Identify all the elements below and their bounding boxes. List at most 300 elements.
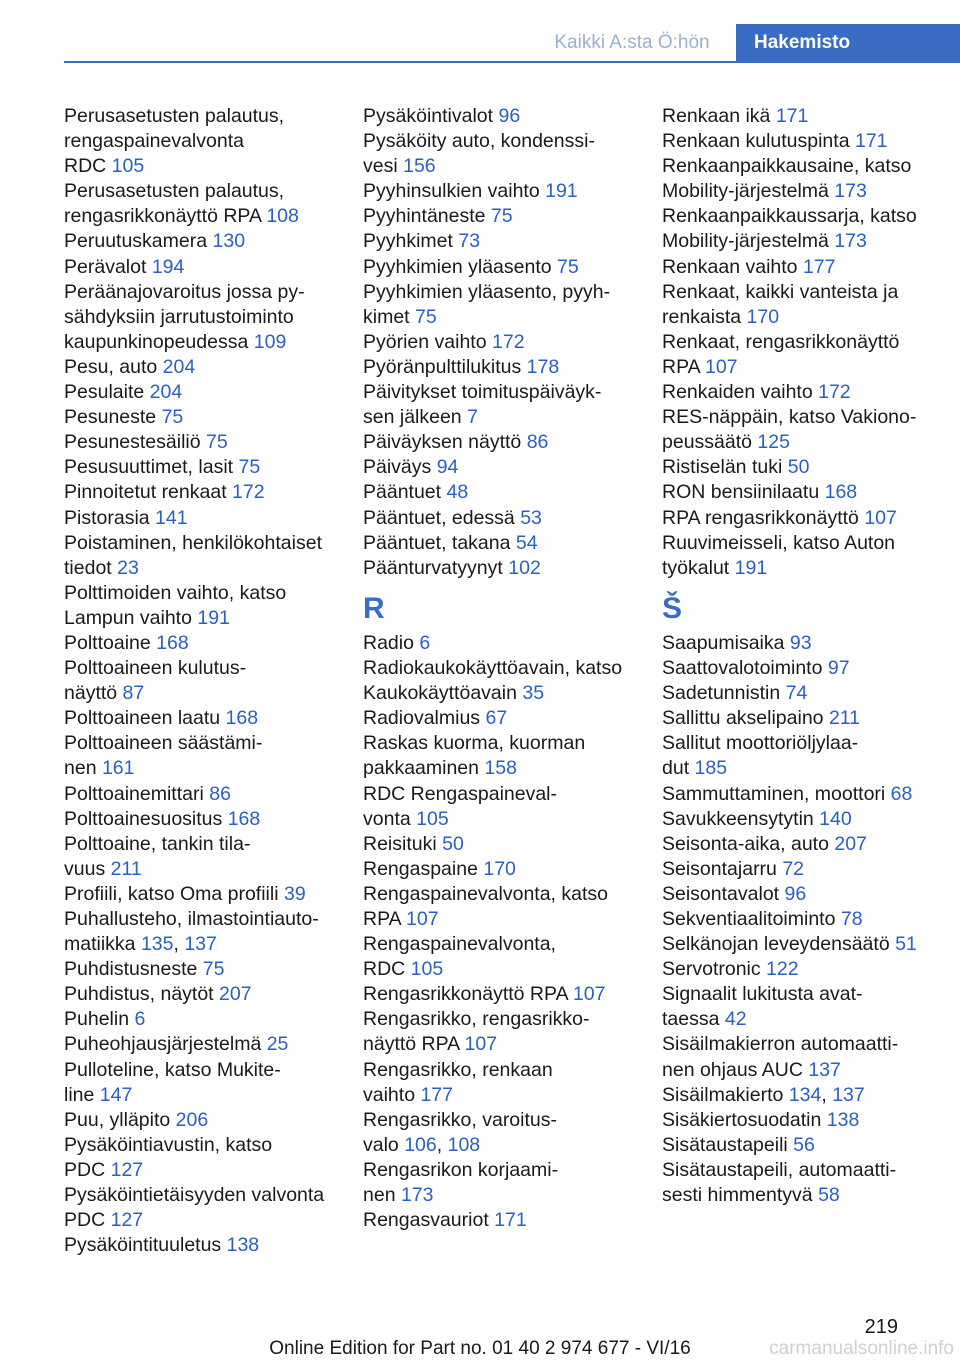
header-rule [64,61,960,63]
index-entry-text: Sammuttaminen, moottori [662,782,891,805]
index-entry-text: Seisonta-aika, auto [662,832,835,855]
page-reference-link[interactable]: 194 [151,255,185,278]
page-reference-link[interactable]: 72 [782,857,805,880]
page-reference-link[interactable]: 107 [864,506,897,529]
page-reference-link[interactable]: 191 [545,180,578,203]
index-entry [363,832,653,857]
index-entry [662,631,952,656]
index-letter-heading: R [363,591,385,625]
page-reference-link[interactable]: 67 [485,707,508,730]
chapter-tab[interactable]: Kaikki A:sta Ö:hön [554,32,710,53]
index-entry-text: Peruutuskamera [64,230,213,253]
index-entry-text: Seisontavalot [662,882,785,905]
index-entry [662,982,952,1032]
index-entry [363,556,653,581]
index-entry [363,330,653,355]
index-entry-text: Pääntuet, edessä [363,506,521,529]
index-entry-text: Puhallusteho, ilmastointiauto- [64,908,319,930]
index-entry-text: Kaukokäyttöavain [363,682,523,705]
index-entry-text: Perusasetusten palautus, [64,180,285,203]
index-entry [662,681,952,706]
page-reference-link[interactable]: 172 [818,381,851,404]
index-tab[interactable]: Hakemisto [736,24,960,62]
page-reference-link[interactable]: 147 [99,1083,133,1106]
index-entry [64,455,354,480]
index-entry-text: Raskas kuorma, kuorman [363,732,586,755]
index-entry-text: Puhdistusneste [64,958,203,981]
index-entry-text: työkalut [662,556,735,579]
index-entry [662,731,952,781]
page-reference-link[interactable]: 173 [400,1184,434,1207]
index-entry [363,1158,653,1208]
page-reference-link[interactable]: 109 [253,330,287,353]
index-entry-text: Pyyhinsulkien vaihto [363,180,546,203]
page-reference-link[interactable]: 108 [266,205,299,228]
index-entry-text: kaupunkinopeudessa [64,330,254,353]
page-reference-link[interactable]: 108 [447,1133,481,1156]
index-entry-text: Pistorasia [64,506,156,529]
page-reference-link[interactable]: 127 [110,1209,144,1232]
index-entry-text: Pesu, auto [64,355,163,378]
index-entry-text: Renkaan ikä [662,105,776,127]
index-entry-text: RPA [363,908,406,930]
index-entry: Sisäilmakierto 134, 137 [662,1083,865,1106]
index-entry-text: Polttoainemittari [64,782,210,805]
index-entry [662,1133,952,1158]
index-entry [363,355,653,380]
page-reference-link[interactable]: 156 [403,155,436,178]
index-entry [662,255,952,280]
page-reference-link[interactable]: 171 [494,1209,527,1232]
page-reference-link[interactable]: 96 [498,105,521,127]
index-entry [64,706,354,731]
index-entry-text: rengaspainevalvonta [64,130,244,153]
index-entry-text: Pyyhkimet [363,230,459,253]
page-reference-link[interactable]: 97 [827,657,850,680]
index-entry [64,1007,354,1032]
page-reference-link[interactable]: 107 [464,1033,498,1056]
page-number: 219 [864,1316,898,1338]
page-reference-link[interactable]: 86 [526,431,549,454]
index-entry-text: Polttoaineen kulutus- [64,657,247,680]
index-entry-text: Lampun vaihto [64,606,198,629]
index-entry-text: Polttimoiden vaihto, katso [64,581,287,604]
index-entry-text: Pulloteline, katso Mukite- [64,1058,281,1081]
index-column-3 [662,104,952,1208]
index-entry-text: vuus [64,857,111,880]
page-reference-link[interactable]: 6 [134,1008,146,1031]
index-entry-text: sen jälkeen [363,406,468,429]
index-entry [64,731,354,781]
index-entry [662,330,952,380]
index-entry [363,104,653,129]
index-entry-text: PDC [64,1209,111,1232]
page-reference-link[interactable]: 35 [522,682,545,705]
page-reference-link[interactable]: 48 [446,481,469,504]
page-reference-link[interactable]: 75 [238,456,261,479]
index-entry-text: Servotronic [662,958,767,981]
index-entry [363,1058,653,1108]
page-reference-link[interactable]: 75 [415,305,437,328]
index-letter-heading: Š [662,591,683,625]
page-reference-link[interactable]: 138 [226,1234,260,1257]
index-entry-text: Päiväys [363,456,437,479]
index-entry [662,807,952,832]
index-entry [64,1183,354,1233]
page-reference-link[interactable]: 168 [824,481,858,504]
index-entry-text: Renkaan kulutuspinta [662,130,855,153]
page-reference-link[interactable]: 206 [175,1108,209,1131]
page-reference-link[interactable]: 39 [283,882,306,905]
page-reference-link[interactable]: 42 [724,1008,747,1031]
index-entry-text: Perävalot [64,255,152,278]
index-entry-text: Radiokaukokäyttöavain, katso [363,657,623,680]
index-entry [363,229,653,254]
index-column-2 [363,104,653,1233]
index-entry-text: Puheohjausjärjestelmä [64,1033,267,1056]
page-reference-link[interactable]: 87 [122,682,145,705]
page-reference-link[interactable]: 130 [212,230,246,253]
index-entry-text: näyttö [64,682,123,705]
page-reference-link[interactable]: 141 [155,506,188,529]
index-entry-text: renkaista [662,305,747,328]
index-entry [64,506,354,531]
page-reference-link[interactable]: 75 [206,431,228,454]
page-reference-link[interactable]: 53 [520,506,542,529]
index-entry [363,656,653,706]
index-entry-text: pakkaaminen [363,757,485,780]
index-entry-text: dut [662,757,695,780]
page-reference-link[interactable]: 93 [789,631,812,654]
index-entry-text: matiikka [64,933,141,956]
index-entry-text: valo [363,1133,405,1156]
index-entry [662,882,952,907]
index-entry [363,380,653,430]
page-reference-link[interactable]: 204 [162,355,196,378]
index-entry-text: Ristiselän tuki [662,456,788,479]
index-entry-text: Mobility-järjestelmä [662,230,835,253]
index-entry [64,255,354,280]
index-entry-text: Rengaspaine [363,857,484,880]
page-reference-link[interactable]: 137 [832,1083,865,1106]
index-entry-text: Pesulaite [64,381,150,404]
index-entry-text: Pyöränpulttilukitus [363,355,527,378]
index-entry [363,1208,653,1233]
index-entry [662,280,952,330]
index-entry [662,656,952,681]
index-entry-text: Päänturvatyynyt [363,556,509,579]
index-entry [662,104,952,129]
index-entry-text: Mobility-järjestelmä [662,180,835,203]
index-entry-text: Pyyhintäneste [363,205,491,228]
index-entry [662,506,952,531]
index-entry-text: line [64,1083,100,1106]
page-reference-link[interactable]: 140 [819,807,852,830]
index-entry [64,882,354,907]
index-entry [64,480,354,505]
index-entry [363,706,653,731]
index-entry-text: Sisäilmakierron automaatti- [662,1033,899,1056]
page-reference-link[interactable]: 168 [225,707,259,730]
index-entry [363,857,653,882]
page-reference-link[interactable]: 51 [895,933,917,956]
index-entry [64,807,354,832]
page-reference-link[interactable]: 86 [209,782,231,805]
page-reference-link[interactable]: 96 [784,882,807,905]
index-entry [64,782,354,807]
index-entry-text: Renkaat, rengasrikkonäyttö [662,330,900,353]
index-entry [662,380,952,405]
index-entry-text: nen [363,1184,401,1207]
index-entry [363,129,653,179]
index-entry [662,129,952,154]
index-entry-text: RDC [363,958,411,981]
index-entry-text: nen ohjaus AUC [662,1058,809,1081]
index-entry-text: Sisäkiertosuodatin [662,1108,827,1131]
index-entry-text: Pääntuet, takana [363,531,516,554]
index-entry-text: taessa [662,1008,725,1031]
index-entry-text: Rengasrikko, renkaan [363,1058,553,1081]
index-entry-text: RDC Rengaspaineval- [363,782,558,805]
edition-text: Online Edition for Part no. 01 40 2 974 677 - VI/16 [269,1338,691,1359]
index-entry [662,531,952,581]
index-entry [64,631,354,656]
page-reference-link[interactable]: 105 [410,958,444,981]
index-entry [662,907,952,932]
index-entry-text: Renkaanpaikkausaine, katso [662,155,912,178]
page-reference-link[interactable]: 191 [197,606,230,629]
page-reference-link[interactable]: 73 [458,230,481,253]
page-reference-link[interactable]: 178 [526,355,560,378]
index-entry-text: RON bensiinilaatu [662,481,825,504]
index-entry [64,104,354,179]
page-reference-link[interactable]: 78 [840,908,863,930]
index-entry-text: Signaalit lukitusta avat- [662,983,863,1006]
index-entry [363,480,653,505]
index-entry [363,255,653,280]
page-reference-link[interactable]: 75 [490,205,513,228]
page-reference-link[interactable]: 107 [406,908,439,930]
page-reference-link[interactable]: 54 [515,531,538,554]
index-entry-text: Sisätaustapeili, automaatti- [662,1158,897,1181]
page-reference-link[interactable]: 102 [508,556,541,579]
index-entry [662,1032,952,1082]
index-entry [64,1133,354,1183]
index-entry-text: näyttö RPA [363,1033,465,1056]
index-entry-text: RPA rengasrikkonäyttö [662,506,865,529]
index-entry-text: nen [64,757,102,780]
page-header [0,0,960,62]
index-entry [363,506,653,531]
index-entry [363,430,653,455]
index-entry-text: Sisäilmakierto [662,1083,789,1106]
index-entry-text: Seisontajarru [662,857,783,880]
index-entry [64,1108,354,1133]
index-entry-text: Sisätaustapeili [662,1133,794,1156]
index-entry [662,154,952,204]
index-entry-text: Rengasrikko, rengasrikko- [363,1008,590,1031]
index-entry [662,782,952,807]
index-entry-text: Pinnoitetut renkaat [64,481,233,504]
page-reference-link[interactable]: 177 [420,1083,453,1106]
page-reference-link[interactable]: 105 [111,155,145,178]
page-reference-link[interactable]: 172 [492,330,525,353]
index-entry [64,982,354,1007]
page-reference-link[interactable]: 211 [110,857,142,880]
index-entry-text: PDC [64,1158,111,1181]
index-entry [662,455,952,480]
page-reference-link[interactable]: 173 [834,180,867,203]
page-reference-link[interactable]: 171 [854,130,888,153]
index-entry [363,882,653,932]
page-reference-link[interactable]: 191 [734,556,768,579]
page-reference-link[interactable]: 68 [890,782,913,805]
page-reference-link[interactable]: 74 [785,682,808,705]
page-reference-link[interactable]: 204 [149,381,183,404]
index-entry-text: Pyyhkimien yläasento [363,255,558,278]
index-entry [363,782,653,832]
index-entry-text: Polttoaineen säästämi- [64,732,263,755]
index-entry [662,204,952,254]
index-entry [64,355,354,380]
page-reference-link[interactable]: 170 [483,857,516,880]
index-entry-text: vonta [363,807,417,830]
index-entry-text: Rengaspainevalvonta, katso [363,882,608,905]
page-reference-link[interactable]: 127 [110,1158,144,1181]
page-reference-link[interactable]: 107 [572,983,606,1006]
page-reference-link[interactable]: 75 [161,406,184,429]
index-entry-text: Renkaat, kaikki vanteista ja [662,280,899,303]
page-reference-link[interactable]: 107 [705,355,738,378]
index-entry-text: Rengasvauriot [363,1209,495,1232]
index-entry [363,982,653,1007]
index-entry [662,706,952,731]
index-entry [64,531,354,581]
index-entry [64,1233,354,1258]
page-reference-link[interactable]: 7 [467,406,478,429]
page-reference-link[interactable]: 137 [808,1058,841,1081]
index-entry [363,1007,653,1057]
page-reference-link[interactable]: 58 [818,1184,840,1207]
page-reference-link[interactable]: 170 [746,305,780,328]
page-reference-link[interactable]: 168 [156,631,189,654]
index-entry-text: Profiili, katso Oma profiili [64,882,284,905]
index-entry-text: Rengasrikko, varoitus- [363,1108,557,1131]
index-entry [363,204,653,229]
index-entry-text: rengasrikkonäyttö RPA [64,205,267,228]
page-reference-link[interactable]: 23 [117,556,139,579]
page-reference-link[interactable]: 125 [757,431,790,454]
index-entry [363,531,653,556]
page-reference-link[interactable]: 135 [140,933,174,956]
index-entry-text: Puu, ylläpito [64,1108,176,1131]
page-reference-link[interactable]: 105 [416,807,449,830]
index-entry-text: Sallittu akselipaino [662,707,829,730]
page-reference-link[interactable]: 207 [219,983,252,1006]
page-reference-link[interactable]: 171 [775,105,809,127]
index-entry-text: vesi [363,155,404,178]
index-entry-text: Puhdistus, näytöt [64,983,220,1006]
page-reference-link[interactable]: 168 [227,807,261,830]
page-reference-link[interactable]: 177 [802,255,836,278]
page-reference-link[interactable]: 75 [202,958,225,981]
index-entry-text: Pääntuet [363,481,447,504]
page-reference-link[interactable]: 94 [436,456,459,479]
page-reference-link[interactable]: 106 [404,1133,437,1156]
index-entry [363,179,653,204]
page-reference-link[interactable]: 211 [828,707,861,730]
index-entry-text: Sallitut moottoriöljylaa- [662,732,859,755]
page-reference-link[interactable]: 137 [184,933,217,956]
index-entry-text: Rengaspainevalvonta, [363,933,556,956]
index-entry-text: Päiväyksen näyttö [363,431,527,454]
index-entry-text: RDC [64,155,112,178]
page-reference-link[interactable]: 50 [787,456,810,479]
page-reference-link[interactable]: 138 [826,1108,860,1131]
page-reference-link[interactable]: 173 [834,230,867,253]
index-entry-text: Polttoaine, tankin tila- [64,832,251,855]
watermark: carmanualsonline.info [769,1338,954,1359]
index-entry-text: Reisituki [363,832,443,855]
index-entry-text: RES-näppäin, katso Vakiono- [662,406,917,429]
index-entry-text: kimet [363,305,416,328]
index-entry [64,405,354,430]
index-entry-text: sähdyksiin jarrutustoiminto [64,305,294,328]
index-entry-text: RPA [662,355,705,378]
index-entry-text: Savukkeensytytin [662,807,820,830]
index-entry-text: Rengasrikkonäyttö RPA [363,983,573,1006]
page-reference-link[interactable]: 122 [766,958,799,981]
index-entry-text: Pysäköintiavustin, katso [64,1133,273,1156]
index-entry-text: Pesuneste [64,406,162,429]
index-entry-text: Polttoainesuositus [64,807,228,830]
index-entry-text: tiedot [64,556,118,579]
index-entry [64,430,354,455]
page-reference-link[interactable]: 56 [793,1133,815,1156]
index-entry [662,857,952,882]
index-entry [662,832,952,857]
page-reference-link[interactable]: 134 [788,1083,822,1106]
index-entry-text: vaihto [363,1083,421,1106]
index-entry-text: Radiovalmius [363,707,486,730]
index-entry [363,280,653,330]
page-reference-link[interactable]: 172 [232,481,265,504]
index-entry: Rengasrikko, varoitus- valo 106, 108 [363,1108,557,1156]
page-reference-link[interactable]: 185 [694,757,728,780]
index-entry [662,1158,952,1208]
index-entry-text: Peräänajovaroitus jossa py- [64,280,305,303]
index-entry-text: Polttoaine [64,631,157,654]
index-entry [64,380,354,405]
index-entry [363,932,653,982]
index-entry [64,832,354,882]
index-entry [64,1058,354,1108]
index-entry [662,405,952,455]
index-entry-text: Renkaiden vaihto [662,381,819,404]
page-reference-link[interactable]: 207 [834,832,867,855]
page-reference-link[interactable]: 161 [101,757,135,780]
index-entry-text: Pyörien vaihto [363,330,492,353]
page-reference-link[interactable]: 158 [484,757,517,780]
page-reference-link[interactable]: 25 [266,1033,289,1056]
index-entry [64,656,354,706]
index-entry [64,581,354,631]
page-reference-link[interactable]: 6 [419,631,431,654]
page-reference-link[interactable]: 75 [557,255,579,278]
index-entry [64,229,354,254]
index-entry-text: Radio [363,631,420,654]
page-reference-link[interactable]: 50 [442,832,464,855]
